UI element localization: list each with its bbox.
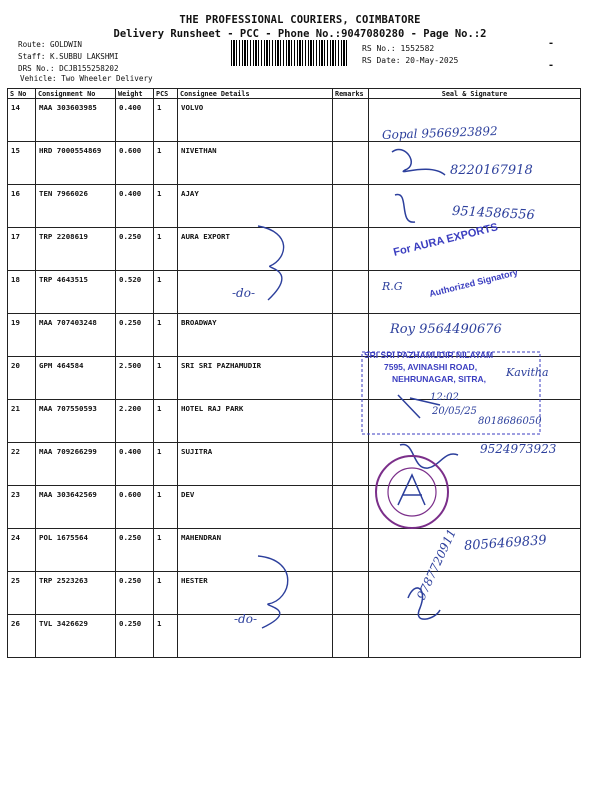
signature-14: Gopal 9566923892 xyxy=(381,123,498,143)
cell-sno: 24 xyxy=(8,529,36,572)
cell-pcs: 1 xyxy=(154,400,178,443)
cell-sno: 25 xyxy=(8,572,36,615)
runsheet-subtitle: Delivery Runsheet - PCC - Phone No.:9047080280 - Page No.:2 xyxy=(113,28,487,40)
cell-pcs: 1 xyxy=(154,615,178,658)
col-signature: Seal & Signature xyxy=(369,89,581,99)
cell-pcs: 1 xyxy=(154,572,178,615)
cell-pcs: 1 xyxy=(154,486,178,529)
col-weight: Weight xyxy=(116,89,154,99)
hotel-phone: 8018686050 xyxy=(478,416,542,427)
cell-consignment: TVL 3426629 xyxy=(36,615,116,658)
cell-consignment: TRP 2523263 xyxy=(36,572,116,615)
cell-sno: 20 xyxy=(8,357,36,400)
cell-pcs: 1 xyxy=(154,357,178,400)
cell-weight: 0.600 xyxy=(116,142,154,185)
cell-weight: 0.250 xyxy=(116,314,154,357)
cell-consignee: VOLVO xyxy=(178,99,333,142)
cell-consignment: HRD 7000554869 xyxy=(36,142,116,185)
cell-pcs: 1 xyxy=(154,271,178,314)
cell-pcs: 1 xyxy=(154,142,178,185)
cell-consignee: NIVETHAN xyxy=(178,142,333,185)
cell-pcs: 1 xyxy=(154,185,178,228)
cell-sno: 14 xyxy=(8,99,36,142)
cell-weight: 0.400 xyxy=(116,185,154,228)
cell-pcs: 1 xyxy=(154,443,178,486)
cell-consignment: TRP 4643515 xyxy=(36,271,116,314)
cell-pcs: 1 xyxy=(154,228,178,271)
cell-weight: 0.600 xyxy=(116,486,154,529)
cell-sno: 16 xyxy=(8,185,36,228)
cell-consignment: MAA 709266299 xyxy=(36,443,116,486)
scribble-16 xyxy=(395,195,415,223)
staff-label: Staff: K.SUBBU LAKSHMI xyxy=(18,52,119,61)
cell-weight: 2.200 xyxy=(116,400,154,443)
cell-sno: 26 xyxy=(8,615,36,658)
cell-sno: 19 xyxy=(8,314,36,357)
signature-15: 8220167918 xyxy=(450,163,533,178)
corner-mark-2: - xyxy=(548,60,555,71)
ditto-mark-2: -do- xyxy=(234,612,258,626)
cell-pcs: 1 xyxy=(154,99,178,142)
scribble-15 xyxy=(392,150,445,175)
col-sno: S No xyxy=(8,89,36,99)
cell-sno: 17 xyxy=(8,228,36,271)
cell-weight: 0.250 xyxy=(116,615,154,658)
corner-mark: - xyxy=(548,38,555,49)
company-title: THE PROFESSIONAL COURIERS, COIMBATORE xyxy=(179,14,421,26)
signature-22: 9524973923 xyxy=(480,442,557,456)
cell-consignment: TRP 2208619 xyxy=(36,228,116,271)
cell-weight: 0.250 xyxy=(116,529,154,572)
cell-consignment: MAA 707550593 xyxy=(36,400,116,443)
cell-weight: 0.400 xyxy=(116,99,154,142)
seal-signature xyxy=(398,475,425,505)
cell-weight: 0.520 xyxy=(116,271,154,314)
aura-stamp-name: For AURA EXPORTS xyxy=(392,221,500,259)
signature-18: R.G xyxy=(382,280,403,293)
vehicle-label: Vehicle: Two Wheeler Delivery xyxy=(20,74,153,83)
cell-consignee: HESTER xyxy=(178,572,333,615)
cell-weight: 2.500 xyxy=(116,357,154,400)
ditto-brace-2 xyxy=(258,556,288,628)
rs-number: RS No.: 1552582 xyxy=(362,44,435,53)
col-consignment: Consignment No xyxy=(36,89,116,99)
cell-consignee: HOTEL RAJ PARK xyxy=(178,400,333,443)
cell-pcs: 1 xyxy=(154,314,178,357)
cell-sno: 18 xyxy=(8,271,36,314)
cell-consignee: AJAY xyxy=(178,185,333,228)
cell-consignee: MAHENDRAN xyxy=(178,529,333,572)
signature-19: Roy 9564490676 xyxy=(390,322,502,337)
col-pcs: PCS xyxy=(154,89,178,99)
cell-weight: 0.250 xyxy=(116,228,154,271)
ditto-mark-1: -do- xyxy=(232,286,256,300)
pazhamudir-stamp-area: NEHRUNAGAR, SITRA, xyxy=(392,374,486,384)
cell-consignment: MAA 707403248 xyxy=(36,314,116,357)
cell-consignment: MAA 303603985 xyxy=(36,99,116,142)
cell-consignee: DEV xyxy=(178,486,333,529)
ditto-brace-1 xyxy=(258,226,284,300)
cell-consignee: BROADWAY xyxy=(178,314,333,357)
col-consignee: Consignee Details xyxy=(178,89,333,99)
signature-26: 9787720911 xyxy=(414,526,459,602)
cell-pcs: 1 xyxy=(154,529,178,572)
cell-sno: 22 xyxy=(8,443,36,486)
cell-consignment: GPM 464584 xyxy=(36,357,116,400)
cell-consignee: SUJITRA xyxy=(178,443,333,486)
cell-consignee: SRI SRI PAZHAMUDIR xyxy=(178,357,333,400)
rs-date: RS Date: 20-May-2025 xyxy=(362,56,459,65)
round-seal-outer xyxy=(376,456,448,528)
signature-24: 8056469839 xyxy=(463,533,548,554)
cell-weight: 0.400 xyxy=(116,443,154,486)
route-label: Route: GOLDWIN xyxy=(18,40,83,49)
cell-sno: 15 xyxy=(8,142,36,185)
col-remarks: Remarks xyxy=(333,89,369,99)
signature-16: 9514586556 xyxy=(451,203,536,224)
hotel-date: 20/05/25 xyxy=(432,406,477,417)
pazhamudir-stamp-name: SRI SRI PAZHAMUDIR NILAYAM xyxy=(364,350,494,360)
cell-consignment: MAA 303642569 xyxy=(36,486,116,529)
cell-consignee: AURA EXPORT xyxy=(178,228,333,271)
cell-weight: 0.250 xyxy=(116,572,154,615)
cell-sno: 21 xyxy=(8,400,36,443)
cell-consignment: POL 1675564 xyxy=(36,529,116,572)
drs-number: DRS No.: DCJB155258202 xyxy=(18,64,119,73)
signature-20: Kavitha xyxy=(506,366,549,379)
hotel-time: 12:02 xyxy=(430,392,459,403)
pazhamudir-stamp-address: 7595, AVINASHI ROAD, xyxy=(384,362,478,372)
aura-stamp-signatory: Authorized Signatory xyxy=(428,267,519,299)
cell-sno: 23 xyxy=(8,486,36,529)
cell-consignment: TEN 7966026 xyxy=(36,185,116,228)
